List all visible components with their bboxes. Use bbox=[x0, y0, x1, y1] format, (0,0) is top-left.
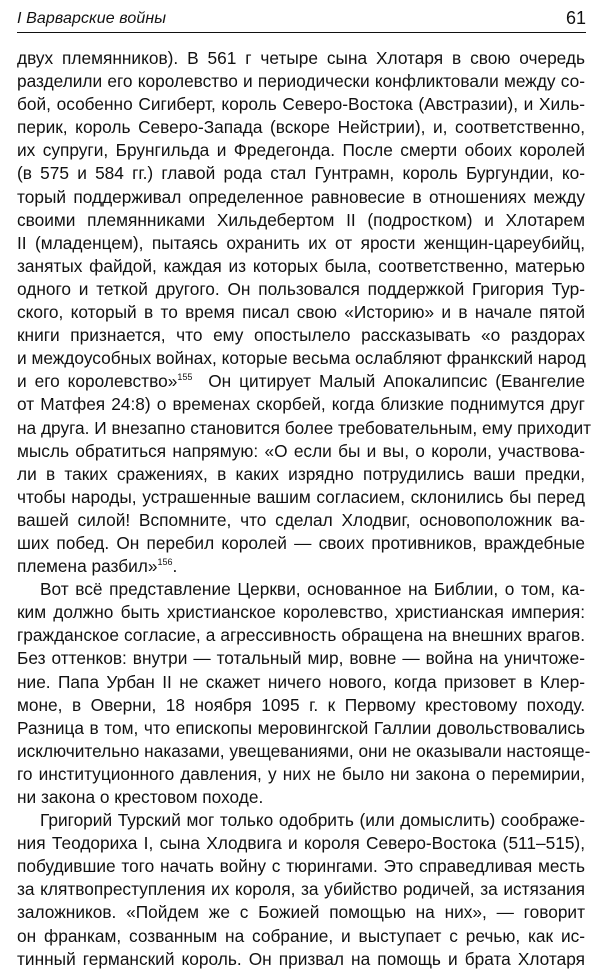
paragraph-1 bbox=[17, 47, 592, 578]
text-line: ние. Папа Урбан II не скажет ничего нового, когда призовет в Клер- bbox=[17, 671, 585, 692]
text-line: чтобы народы, устрашенные вашим согласием, склонились бы перед bbox=[17, 486, 585, 507]
text-line: племена разбил»$^{156}$. bbox=[17, 556, 178, 577]
text-line: торый поддерживал определенное равновесие в отношениях между bbox=[17, 186, 585, 207]
text-line: вашей силой! Вспомните, что сделал Хлодвиг, основоположник ва- bbox=[17, 509, 585, 530]
text-line: тинный германский король. Он призвал на помощь и брата Хлотаря bbox=[17, 948, 585, 969]
text-line: ского, который в то время писал свою «Историю» и в начале пятой bbox=[17, 302, 585, 323]
text-line: ни закона о крестовом походе. bbox=[17, 787, 264, 807]
line-head: племена разбил» bbox=[17, 556, 158, 577]
text-line: II (младенцем), пытаясь охранить их от ярости женщин-цареубийц, bbox=[17, 232, 585, 253]
text-line: ших побед. Он перебил королей — своих противников, враждебные bbox=[17, 532, 585, 553]
page-number: 61 bbox=[565, 8, 586, 28]
text-line: разделили его королевство и периодически конфликтовали между со- bbox=[17, 71, 585, 92]
body-text bbox=[17, 47, 592, 971]
line-head: и его королевство» bbox=[17, 371, 178, 392]
text-line: книги признается, что ему опостылело рассказывать «о раздорах bbox=[17, 325, 585, 346]
text-line: Без оттенков: внутри — тотальный мир, вовне — война на уничтоже- bbox=[17, 648, 585, 669]
text-line: от Матфея 24:8) о временах скорбей, когда близкие поднимутся друг bbox=[17, 394, 585, 415]
text-line: моне, в Оверни, 18 ноября 1095 г. к Первому крестовому походу. bbox=[17, 694, 585, 715]
text-line: исключительно наказами, увещеваниями, они не оказывали настояще- bbox=[17, 740, 591, 761]
footnote-ref-155: 155 bbox=[177, 372, 193, 383]
text-line: перик, король Северо-Запада (вскоре Нейстрии), и, соответственно, bbox=[17, 117, 585, 138]
text-line: ким должно быть христианское королевство, христианская империя: bbox=[17, 602, 585, 623]
paragraph-3 bbox=[17, 809, 585, 971]
text-line: двух племянников). В 561 г четыре сына Хлотаря в свою очередь bbox=[17, 48, 585, 68]
text-line: одного и теткой другого. Он пользовался поддержкой Григория Тур- bbox=[17, 278, 585, 299]
text-line: на друга. И внезапно становится более требовательным, ему приходит bbox=[17, 417, 592, 438]
text-line: за клятвопреступления их короля, за убийство родичей, за истязания bbox=[17, 879, 585, 900]
page-header bbox=[17, 6, 586, 33]
text-line-with-footnote bbox=[17, 370, 585, 393]
text-line: их супруги, Брунгильда и Фредегонда. После смерти обоих королей bbox=[17, 140, 585, 161]
text-line: бой, особенно Сигиберт, король Северо-Востока (Австразии), и Хиль- bbox=[17, 94, 585, 115]
text-line: он франкам, созванным на собрание, и выступает с речью, как ис- bbox=[17, 925, 585, 946]
running-title: I Варварские войны bbox=[17, 10, 167, 27]
text-line: Разница в том, что епископы меровингской Галлии довольствовались bbox=[17, 717, 585, 738]
footnote-ref-156: 156 bbox=[157, 557, 173, 568]
text-line: и междоусобных войнах, которые весьма ослабляют франкский народ bbox=[17, 348, 586, 369]
text-line: Вот всё представление Церкви, основанное на Библии, о том, ка- bbox=[40, 579, 585, 600]
text-line: своими племянниками Хильдебертом II (подростком) и Хлотарем bbox=[17, 209, 585, 230]
text-line: мысль обратиться напрямую: «О если бы и вы, о короли, участвова- bbox=[17, 440, 585, 461]
text-line: го институционного давления, у них не было ни закона о перемирии, bbox=[17, 763, 585, 784]
paragraph-2 bbox=[17, 578, 591, 809]
text-line: (в 575 и 584 гг.) главой рода стал Гунтрамн, король Бургундии, ко- bbox=[17, 163, 585, 184]
text-line: занятых файдой, каждая из которых была, соответственно, матерью bbox=[17, 255, 585, 276]
text-line: ли в таких сражениях, в каких изрядно потрудились ваши предки, bbox=[17, 463, 585, 484]
line-tail: Он цитирует Малый Апокалипсис (Евангелие bbox=[208, 371, 585, 392]
text-line: побудившие того начать войну с тюрингами. Это справедливая месть bbox=[17, 856, 585, 877]
text-line: Григорий Турский мог только одобрить (или домыслить) соображе- bbox=[40, 810, 585, 831]
text-line: ния Теодориха I, сына Хлодвига и короля Северо-Востока (511–515), bbox=[17, 833, 585, 854]
text-line: заложников. «Пойдем же с Божией помощью на них», — говорит bbox=[17, 902, 585, 923]
text-line: гражданское согласие, а агрессивность обращена на внешних врагов. bbox=[17, 625, 585, 646]
